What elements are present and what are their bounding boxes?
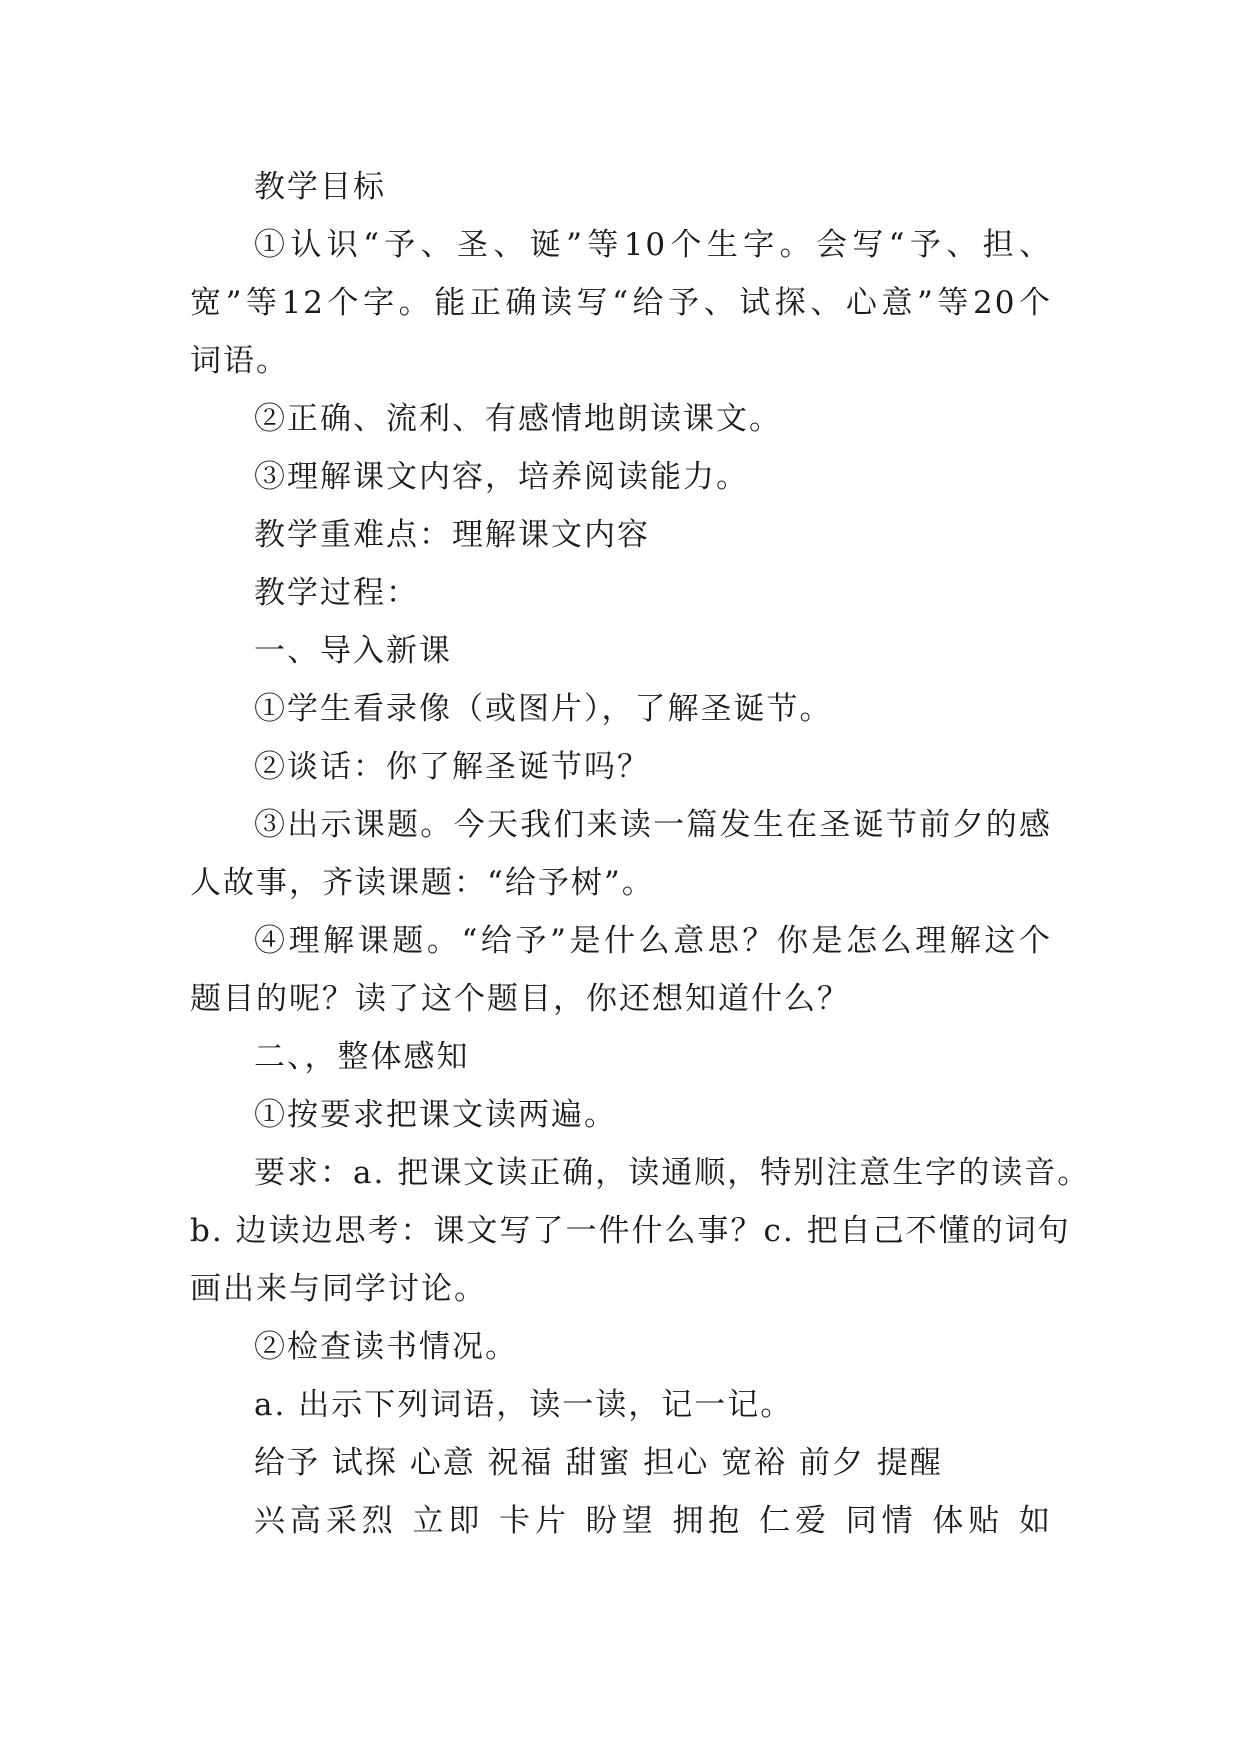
paragraph-line: b. 边读边思考：课文写了一件什么事？c. 把自己不懂的词句 [190,1213,1071,1249]
paragraph-line: 题目的呢？读了这个题目，你还想知道什么？ [190,981,850,1017]
paragraph-line: ②谈话：你了解圣诞节吗？ [254,749,650,785]
paragraph-line: 宽”等12个字。能正确读写“给予、试探、心意”等20个 [190,285,1052,321]
paragraph-line: ④理解课题。“给予”是什么意思？你是怎么理解这个 [254,923,1052,959]
heading-key-points: 教学重难点：理解课文内容 [254,517,650,553]
paragraph-line: ①按要求把课文读两遍。 [254,1097,617,1133]
heading-teaching-process: 教学过程： [254,575,419,611]
paragraph-line: ②正确、流利、有感情地朗读课文。 [254,401,782,437]
section-heading-overview: 二、，整体感知 [254,1039,470,1075]
paragraph-line: ①认识“予、圣、诞”等10个生字。会写“予、担、 [254,227,1052,263]
paragraph-line: ②检查读书情况。 [254,1329,518,1365]
paragraph-line: 要求：a. 把课文读正确，读通顺，特别注意生字的读音。 [254,1155,1091,1191]
vocabulary-line: 兴高采烈 立即 卡片 盼望 拥抱 仁爱 同情 体贴 如 [254,1503,1052,1539]
paragraph-line: 词语。 [190,343,289,379]
paragraph-line: ③出示课题。今天我们来读一篇发生在圣诞节前夕的感 [254,807,1052,843]
paragraph-line: ①学生看录像（或图片），了解圣诞节。 [254,691,833,727]
vocabulary-line: 给予 试探 心意 祝福 甜蜜 担心 宽裕 前夕 提醒 [254,1445,943,1481]
heading-teaching-goals: 教学目标 [254,169,386,205]
paragraph-line: 画出来与同学讨论。 [190,1271,487,1307]
section-heading-intro: 一、导入新课 [254,633,452,669]
document-body [190,158,1091,1550]
paragraph-line: a. 出示下列词语，读一读，记一记。 [254,1387,794,1423]
paragraph-line: 人故事，齐读课题：“给予树”。 [190,865,655,901]
paragraph-line: ③理解课文内容，培养阅读能力。 [254,459,749,495]
